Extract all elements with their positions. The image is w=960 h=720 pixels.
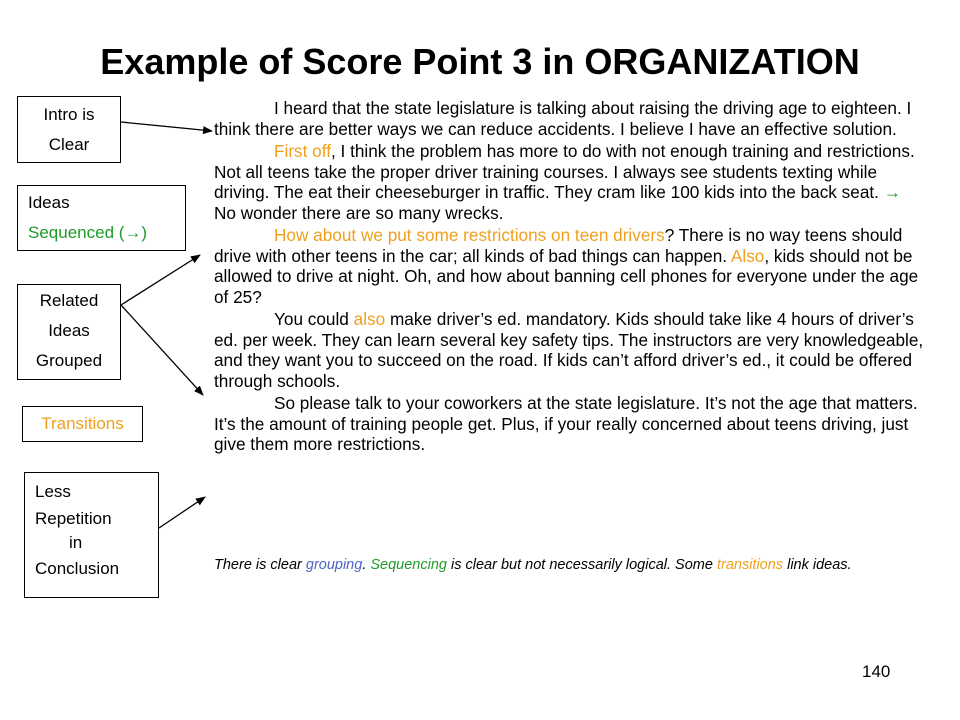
- less-line-4: Conclusion: [35, 559, 120, 578]
- related-arrow-up: [121, 255, 200, 305]
- essay-paragraph-4: [214, 309, 926, 391]
- related-line-3: Grouped: [35, 351, 103, 370]
- less-line-2: Repetition: [35, 509, 112, 528]
- ideas-label: Ideas: [28, 193, 70, 212]
- page-title: Example of Score Point 3 in ORGANIZATION: [100, 41, 860, 82]
- intro-line-2: Clear: [48, 135, 90, 154]
- scoring-note: [214, 556, 914, 574]
- note-sequencing: Sequencing: [370, 557, 447, 573]
- less-line-1: Less: [35, 482, 71, 501]
- essay-p4-text-a: You could: [274, 309, 354, 329]
- essay-p3-text-a: ? There is no way teens should drive with other teens in the car; all kinds of bad things can happen.: [214, 225, 903, 266]
- related-arrow-down: [121, 305, 203, 395]
- less-line-3: in: [69, 533, 83, 552]
- essay-text: [214, 98, 926, 457]
- ideas-sequenced-text: Sequenced (: [28, 223, 125, 242]
- essay-p2-highlight: First off: [274, 141, 331, 161]
- essay-p3-highlight: How about we put some restrictions on teen drivers: [274, 225, 665, 245]
- note-text-b: .: [362, 557, 371, 573]
- essay-p2-tail: No wonder there are so many wrecks.: [214, 202, 504, 223]
- essay-p2-text: , I think the problem has more to do with not enough training and restrictions. Not all teens take the proper driver training courses. I always see students texting while driving. The eat their cheeseburger in traffic. They cram like 100 kids into the back seat.: [214, 141, 915, 202]
- essay-paragraph-1: [214, 98, 926, 139]
- related-line-2: Ideas: [48, 321, 90, 340]
- note-text-a: There is clear: [214, 557, 306, 573]
- essay-p3-text-b: , kids should not be allowed to drive at night. Oh, and how about banning cell phones for everyone under the age of 25?: [214, 245, 919, 307]
- essay-paragraph-3: [214, 225, 926, 307]
- essay-p5-text: So please talk to your coworkers at the state legislature. It’s not the age that matters. It’s the amount of training people get. Plus, if your really concerned about teens driving, just give them more restrictions.: [214, 393, 918, 454]
- essay-p3-highlight-2: Also: [730, 245, 765, 266]
- related-line-1: Related: [39, 291, 99, 310]
- less-arrow: [159, 497, 205, 528]
- page-number: 140: [862, 662, 891, 681]
- intro-line-1: Intro is: [43, 105, 95, 124]
- essay-p1-text: I heard that the state legislature is talking about raising the driving age to eighteen. I think there are better ways we can reduce accidents. I believe I have an effective solution.: [214, 98, 912, 139]
- essay-p4-highlight: also: [353, 309, 386, 329]
- ideas-sequenced-close: ): [141, 223, 148, 242]
- essay-paragraph-2: [214, 141, 926, 223]
- note-transitions: transitions: [716, 557, 784, 573]
- note-text-c: is clear but not necessarily logical. Some: [446, 557, 717, 573]
- right-arrow-icon: →: [124, 223, 142, 242]
- note-text-d: link ideas.: [783, 557, 852, 573]
- intro-arrow: [121, 122, 212, 131]
- right-arrow-icon: →: [883, 182, 901, 202]
- note-grouping: grouping: [305, 557, 363, 573]
- essay-paragraph-5: [214, 393, 926, 455]
- transitions-label: Transitions: [41, 414, 124, 433]
- essay-p4-text-b: make driver’s ed. mandatory. Kids should take like 4 hours of driver’s ed. per week. They can learn several key safety tips. The instructors are very knowledgeable, and they want you to succeed on the road. If kids can’t afford driver’s ed., it could be offered through schools.: [214, 309, 924, 391]
